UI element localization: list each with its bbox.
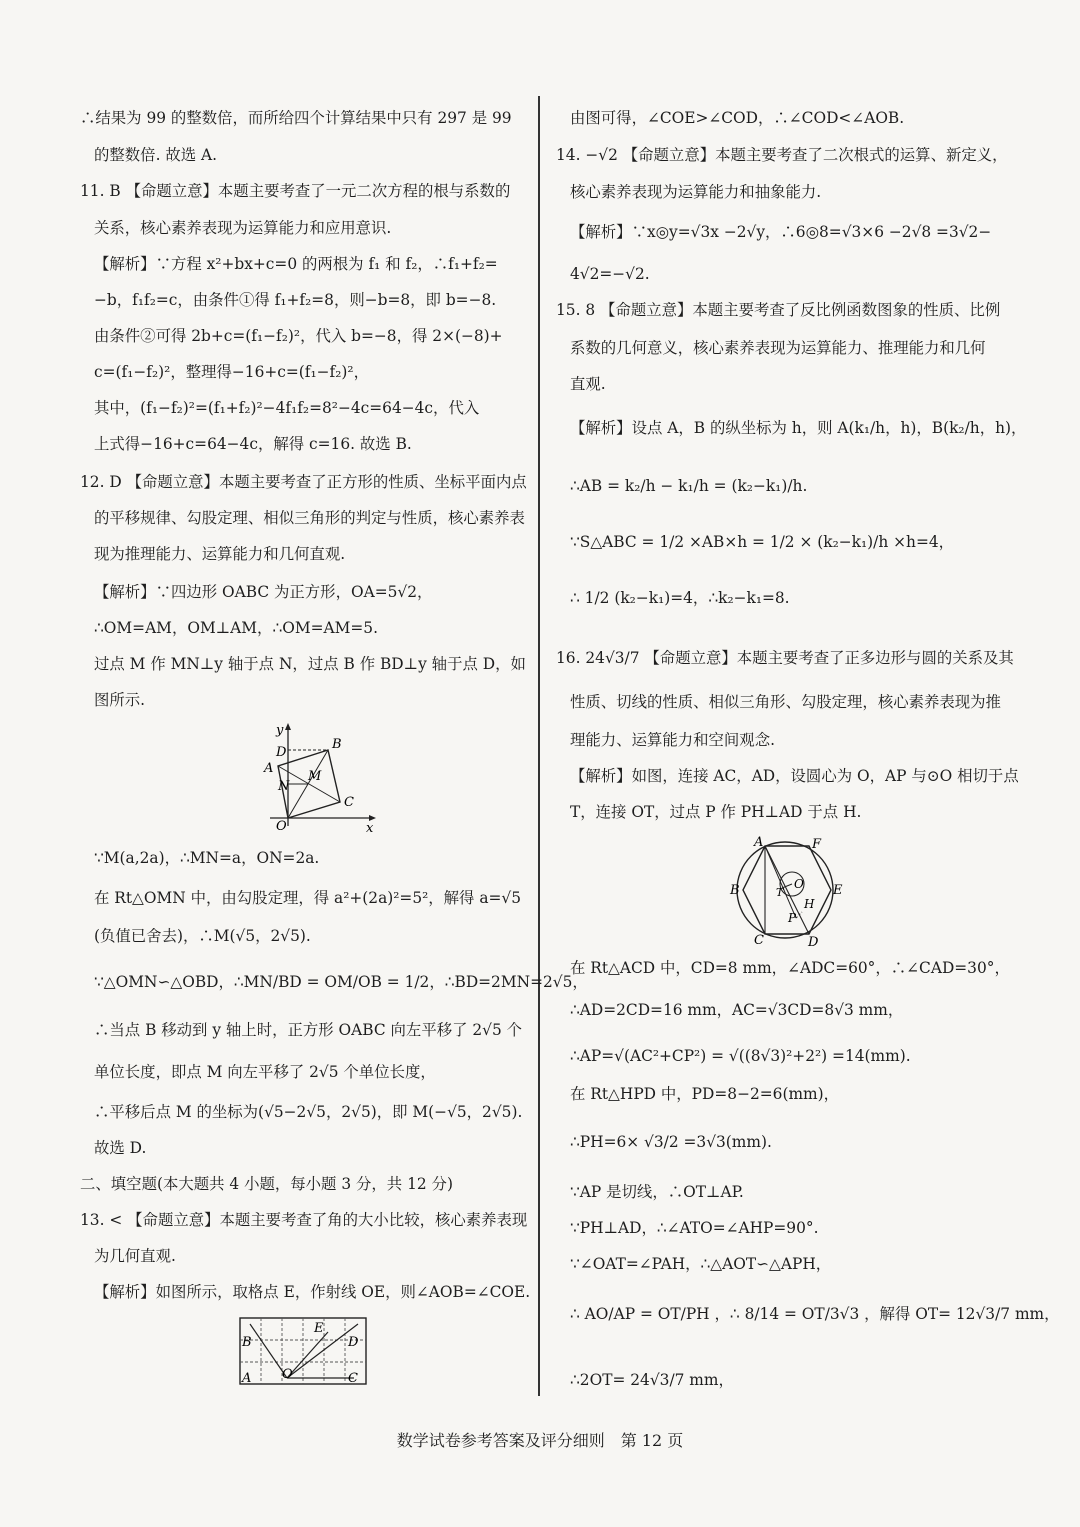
text-line: ∴结果为 99 的整数倍，而所给四个计算结果中只有 297 是 99 (80, 109, 512, 127)
hexagon-figure (730, 835, 843, 950)
text-line: ∴AD=2CD=16 mm，AC=√3CD=8√3 mm， (570, 1001, 904, 1019)
figure-label: C (344, 795, 354, 810)
text-line: ∴当点 B 移动到 y 轴上时，正方形 OABC 向左平移了 2√5 个 (94, 1021, 523, 1039)
figure-label: O (282, 1367, 293, 1382)
text-line: ∵△OMN∽△OBD，∴MN/BD = OM/OB = 1/2，∴BD=2MN=2√5， (94, 973, 588, 991)
figure-label: y (276, 723, 284, 738)
text-line: 【解析】∵x◎y=√3x −2√y，∴6◎8=√3×6 −2√8 =3√2− (570, 223, 992, 241)
section-heading: 二、填空题(本大题共 4 小题，每小题 3 分，共 12 分) (80, 1175, 453, 1193)
text-line: 4√2=−√2. (570, 265, 650, 283)
figure-label: B (242, 1335, 252, 1350)
text-line: ∴PH=6× √3/2 =3√3(mm). (570, 1133, 772, 1151)
column-divider (538, 96, 540, 1396)
text-line: (负值已舍去)，∴M(√5，2√5). (94, 927, 311, 945)
text-line: 的整数倍. 故选 A. (94, 146, 218, 164)
text-line: ∴OM=AM，OM⊥AM，∴OM=AM=5. (94, 619, 378, 637)
figure-label: A (242, 1371, 252, 1386)
figure-label: E (314, 1321, 324, 1336)
text-line: 13. < 【命题立意】本题主要考查了角的大小比较，核心素养表现 (80, 1211, 528, 1229)
text-line: 由条件②可得 2b+c=(f₁−f₂)²，代入 b=−8，得 2×(−8)+ (94, 327, 503, 345)
text-line: ∴ AO/AP = OT/PH ，∴ 8/14 = OT/3√3 ，解得 OT= 12√3/7 mm， (570, 1305, 1060, 1323)
square-figure (248, 722, 378, 834)
text-line: 其中，(f₁−f₂)²=(f₁+f₂)²−4f₁f₂=8²−4c=64−4c，代入 (94, 399, 480, 417)
text-line: 性质、切线的性质、相似三角形、勾股定理，核心素养表现为推 (570, 693, 1001, 711)
text-line: ∴AB = k₂/h − k₁/h = (k₂−k₁)/h. (570, 477, 808, 495)
text-line: 直观. (570, 375, 606, 393)
text-line: 上式得−16+c=64−4c，解得 c=16. 故选 B. (94, 435, 412, 453)
figure-label: M (308, 769, 322, 784)
text-line: 在 Rt△ACD 中，CD=8 mm，∠ADC=60°，∴∠CAD=30°， (570, 959, 1010, 977)
text-line: ∵S△ABC = 1/2 ×AB×h = 1/2 × (k₂−k₁)/h ×h=4， (570, 533, 955, 551)
text-line: −b，f₁f₂=c，由条件①得 f₁+f₂=8，则−b=8，即 b=−8. (94, 291, 497, 309)
text-line: 过点 M 作 MN⊥y 轴于点 N，过点 B 作 BD⊥y 轴于点 D，如 (94, 655, 526, 673)
figure-label: B (332, 737, 342, 752)
text-line: 单位长度，即点 M 向左平移了 2√5 个单位长度， (94, 1063, 436, 1081)
text-line: 核心素养表现为运算能力和抽象能力. (570, 183, 822, 201)
text-line: 在 Rt△HPD 中，PD=8−2=6(mm)， (570, 1085, 840, 1103)
grid-figure (236, 1312, 372, 1390)
text-line: 15. 8 【命题立意】本题主要考查了反比例函数图象的性质、比例 (556, 301, 1001, 319)
figure-label: N (278, 779, 290, 794)
text-line: 16. 24√3/7 【命题立意】本题主要考查了正多边形与圆的关系及其 (556, 649, 1014, 667)
figure-label: E (833, 883, 843, 898)
text-line: c=(f₁−f₂)²，整理得−16+c=(f₁−f₂)²， (94, 363, 369, 381)
text-line: 图所示. (94, 691, 146, 709)
text-line: 理能力、运算能力和空间观念. (570, 731, 775, 749)
figure-label: D (348, 1335, 359, 1350)
text-line: 【解析】∵方程 x²+bx+c=0 的两根为 f₁ 和 f₂，∴f₁+f₂= (94, 255, 498, 273)
text-line: ∵M(a,2a)，∴MN=a，ON=2a. (94, 849, 320, 867)
figure-label: B (730, 883, 740, 898)
text-line: ∵∠OAT=∠PAH，∴△AOT∽△APH， (570, 1255, 832, 1273)
text-line: 11. B 【命题立意】本题主要考查了一元二次方程的根与系数的 (80, 182, 511, 200)
text-line: 现为推理能力、运算能力和几何直观. (94, 545, 346, 563)
figure-label: F (812, 837, 822, 852)
figure-label: x (366, 821, 374, 836)
text-line: 【解析】如图，连接 AC，AD，设圆心为 O，AP 与⊙O 相切于点 (570, 767, 1019, 785)
figure-label: A (754, 835, 764, 850)
text-line: ∴ 1/2 (k₂−k₁)=4，∴k₂−k₁=8. (570, 589, 790, 607)
text-line: 的平移规律、勾股定理、相似三角形的判定与性质，核心素养表 (94, 509, 525, 527)
text-line: 12. D 【命题立意】本题主要考查了正方形的性质、坐标平面内点 (80, 473, 527, 491)
text-line: 故选 D. (94, 1139, 147, 1157)
text-line: ∵PH⊥AD，∴∠ATO=∠AHP=90°. (570, 1219, 819, 1237)
text-line: 【解析】设点 A，B 的纵坐标为 h，则 A(k₁/h，h)，B(k₂/h，h)， (570, 419, 1027, 437)
text-line: 为几何直观. (94, 1247, 176, 1265)
figure-label: D (808, 935, 819, 950)
text-line: 【解析】如图所示，取格点 E，作射线 OE，则∠AOB=∠COE. (94, 1283, 531, 1301)
figure-label: H (804, 897, 815, 911)
figure-label: O (794, 877, 804, 891)
figure-label: C (754, 933, 764, 948)
text-line: ∴2OT= 24√3/7 mm， (570, 1371, 734, 1389)
figure-label: D (276, 745, 287, 760)
text-line: T，连接 OT，过点 P 作 PH⊥AD 于点 H. (570, 803, 862, 821)
text-line: ∵AP 是切线，∴OT⊥AP. (570, 1183, 744, 1201)
figure-label: O (276, 819, 287, 834)
figure-label: C (348, 1371, 358, 1386)
text-line: 系数的几何意义，核心素养表现为运算能力、推理能力和几何 (570, 339, 986, 357)
text-line: ∴平移后点 M 的坐标为(√5−2√5，2√5)，即 M(−√5，2√5). (94, 1103, 523, 1121)
figure-label: A (264, 761, 274, 776)
figure-label: T (776, 886, 784, 899)
figure-label: P (788, 911, 797, 925)
text-line: ∴AP=√(AC²+CP²) = √((8√3)²+2²) =14(mm). (570, 1047, 911, 1065)
text-line: 关系，核心素养表现为运算能力和应用意识. (94, 219, 392, 237)
text-line: 14. −√2 【命题立意】本题主要考查了二次根式的运算、新定义， (556, 146, 1008, 164)
text-line: 【解析】∵四边形 OABC 为正方形，OA=5√2， (94, 583, 433, 601)
text-line: 在 Rt△OMN 中，由勾股定理，得 a²+(2a)²=5²，解得 a=√5 (94, 889, 522, 907)
text-line: 由图可得，∠COE>∠COD，∴∠COD<∠AOB. (570, 109, 905, 127)
page-footer: 数学试卷参考答案及评分细则 第 12 页 (396, 1431, 684, 1450)
